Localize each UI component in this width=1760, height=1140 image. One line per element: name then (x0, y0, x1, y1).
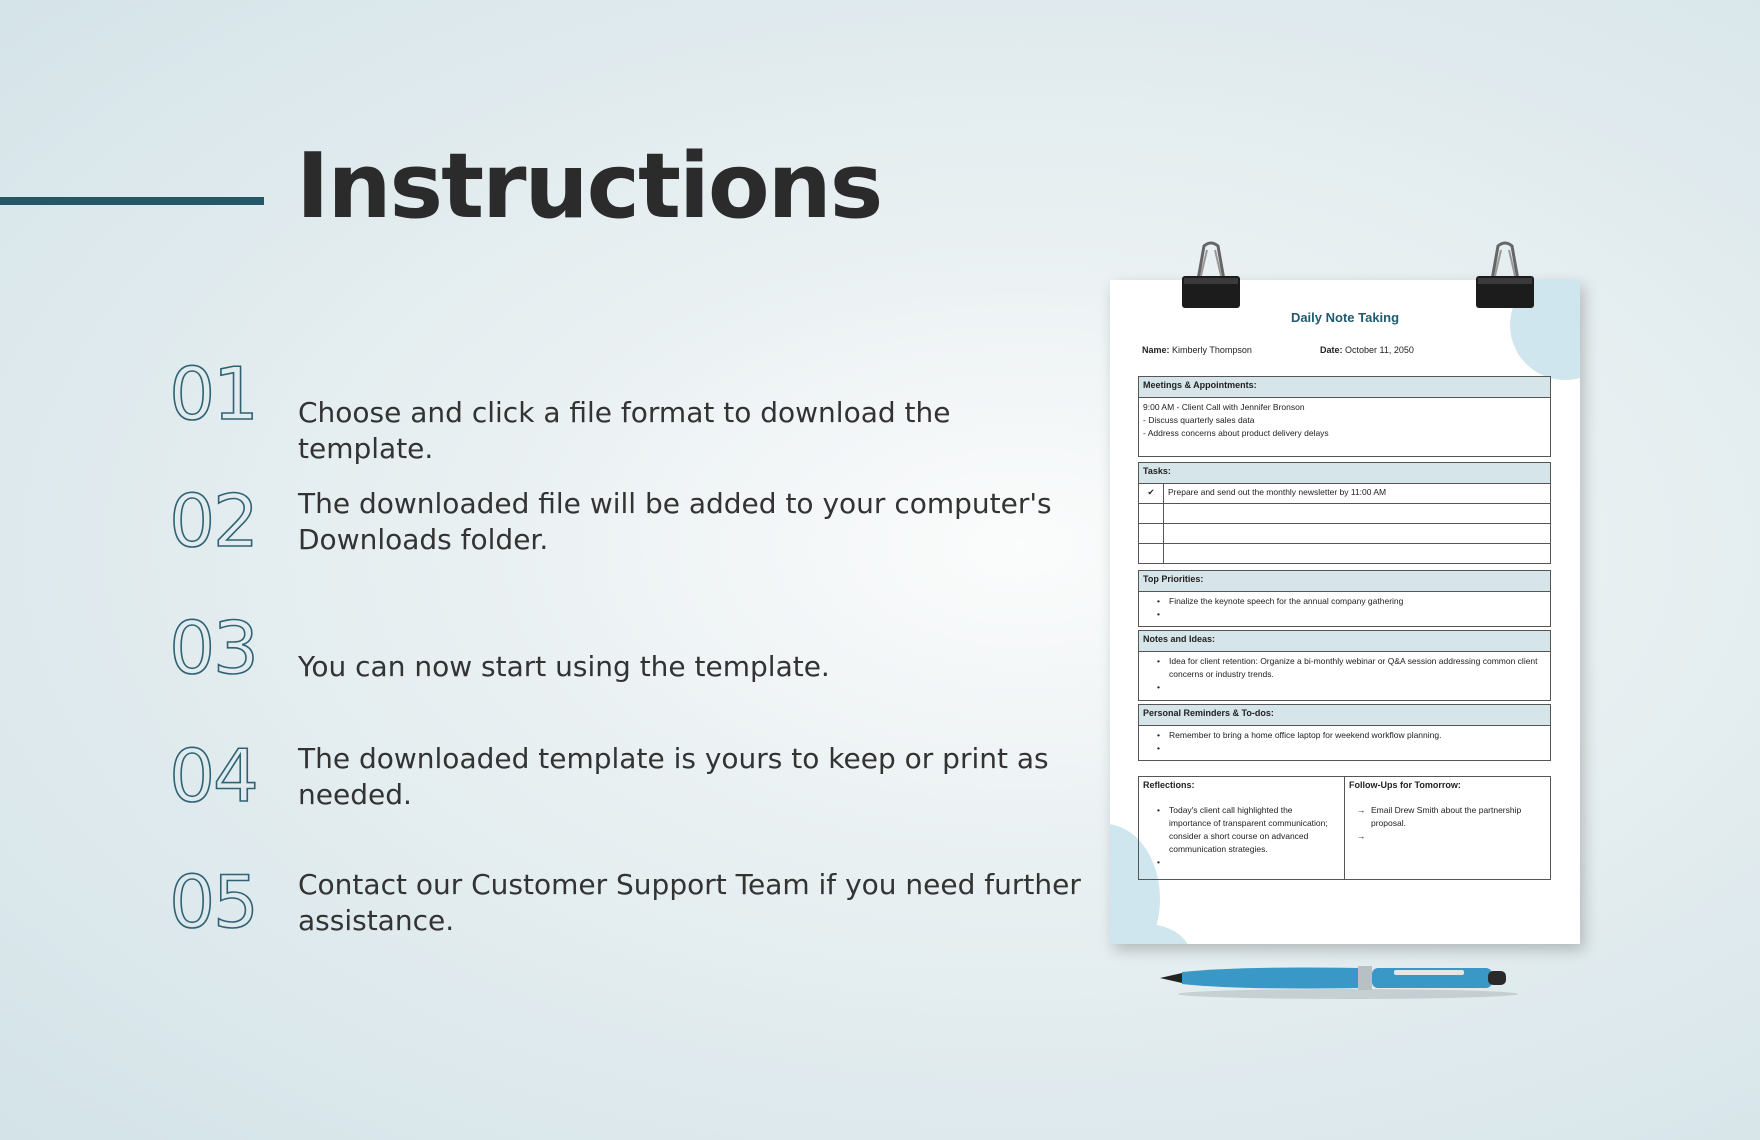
binder-clip-icon (1180, 240, 1242, 310)
reminders-section (1138, 704, 1551, 761)
meeting-line: - Address concerns about product delivery delays (1143, 428, 1329, 438)
followup-item: → Email Drew Smith about the partnership proposal. (1349, 804, 1546, 830)
tasks-section (1138, 462, 1551, 564)
reflections-header: Reflections: (1143, 780, 1195, 790)
task-checkbox (1139, 504, 1164, 524)
step-text-5: Contact our Customer Support Team if you need further assistance. (298, 868, 1081, 937)
notes-section (1138, 630, 1551, 701)
step-number-2: 02 (169, 479, 257, 563)
step-number-5: 05 (169, 860, 257, 944)
date-label: Date: (1320, 345, 1343, 355)
notes-header: Notes and Ideas: (1139, 631, 1551, 652)
task-checkbox: ✔ (1139, 484, 1164, 504)
meetings-section (1138, 376, 1551, 457)
tasks-header: Tasks: (1139, 463, 1551, 484)
reminders-header: Personal Reminders & To-dos: (1139, 705, 1551, 726)
task-checkbox (1139, 524, 1164, 544)
task-item (1164, 524, 1551, 544)
name-value: Kimberly Thompson (1172, 345, 1252, 355)
step-number-3: 03 (169, 606, 257, 690)
task-item (1164, 504, 1551, 524)
priority-item: • Finalize the keynote speech for the annual company gathering (1143, 595, 1546, 608)
reflection-item: • Today's client call highlighted the importance of transparent communication; consider a short course on advanced communication strategies. (1143, 804, 1340, 856)
priorities-section (1138, 570, 1551, 627)
reflection-followup-section (1138, 776, 1551, 880)
date-value: October 11, 2050 (1345, 345, 1414, 355)
step-text-4: The downloaded template is yours to keep or print as needed. (298, 742, 1049, 811)
priorities-header: Top Priorities: (1139, 571, 1551, 592)
step-text-2: The downloaded file will be added to your computer's Downloads folder. (298, 487, 1052, 556)
reminder-item: • Remember to bring a home office laptop for weekend workflow planning. (1143, 729, 1546, 742)
followups-header: Follow-Ups for Tomorrow: (1349, 780, 1461, 790)
decor-blob-bottom (1110, 924, 1190, 944)
date-line (1320, 345, 1414, 355)
step-number-4: 04 (169, 734, 257, 818)
meeting-line: - Discuss quarterly sales data (1143, 415, 1255, 425)
step-text-3: You can now start using the template. (298, 650, 830, 683)
page-title: Instructions (296, 134, 882, 239)
name-line (1142, 345, 1252, 355)
document-title: Daily Note Taking (1290, 310, 1400, 325)
step-number-1: 01 (169, 352, 257, 436)
task-item (1164, 544, 1551, 564)
note-item: • Idea for client retention: Organize a bi-monthly webinar or Q&A session addressing common client concerns or industry trends. (1143, 655, 1546, 681)
title-accent-rule (0, 197, 264, 205)
meetings-header: Meetings & Appointments: (1139, 377, 1551, 398)
binder-clip-icon (1474, 240, 1536, 310)
meeting-line: 9:00 AM - Client Call with Jennifer Bronson (1143, 402, 1305, 412)
task-checkbox (1139, 544, 1164, 564)
name-label: Name: (1142, 345, 1170, 355)
task-item: Prepare and send out the monthly newsletter by 11:00 AM (1164, 484, 1551, 504)
pen-icon (1158, 960, 1528, 1002)
document-preview (1110, 280, 1580, 944)
step-text-1: Choose and click a file format to download the template. (298, 396, 951, 465)
